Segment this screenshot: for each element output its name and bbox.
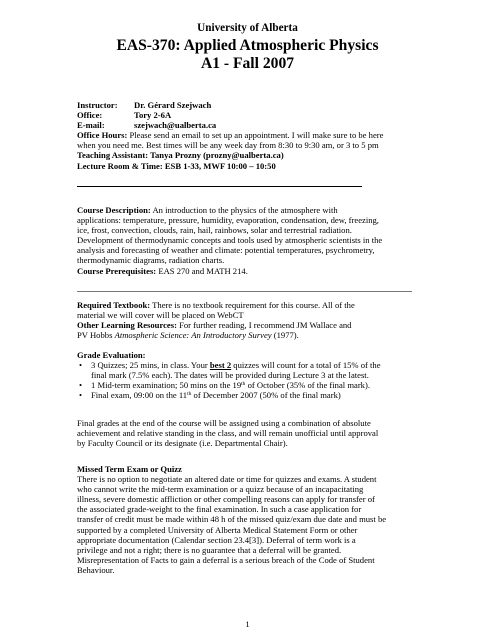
office-hours-line-1: Please send an email to set up an appointment. I will make sure to be here [129, 130, 384, 141]
bullet-icon: • [79, 360, 83, 371]
instructor-label: Instructor: [77, 100, 118, 110]
prerequisites-label: Course Prerequisites: [77, 265, 157, 276]
final-grades-line: achievement and relative standing in the class, and will remain unofficial until approval [77, 428, 379, 439]
textbook-line-1: There is no textbook requirement for this course. All of the [150, 300, 355, 310]
office-hours-line-2: when you need me. Best times will be any week day from 8:30 to 9:30 am, or 3 to 5 pm [77, 140, 379, 151]
missed-exam-line: who cannot write the mid-term examination or a quizz because of an incapacitating [77, 484, 364, 495]
missed-exam-line: illness, severe domestic affliction or other compelling reasons can apply for transfer of [77, 494, 375, 505]
page-number: 1 [245, 619, 250, 629]
grade-evaluation-heading: Grade Evaluation: [77, 350, 146, 360]
university-name: University of Alberta [197, 22, 298, 34]
midterm-text-cont: of October (35% of the final mark). [245, 380, 370, 391]
quiz-text-line-2: final mark (7.5% each). The dates will be provided during Lecture 3 at the latest. [91, 370, 369, 381]
missed-exam-line: the associated grade-weight to the final examination. In such a case application for [77, 504, 362, 515]
lecture-room-time: Lecture Room & Time: ESB 1-33, MWF 10:00 – 10:50 [77, 160, 276, 171]
course-description-line: applications: temperature, pressure, humidity, evaporation, condensation, dew, freezing, [77, 215, 379, 226]
email-label: E-mail: [77, 120, 105, 131]
midterm-text: 1 Mid-term examination; 50 mins on the 19 [91, 380, 242, 391]
office-value: Tory 2-6A [134, 110, 172, 121]
missed-exam-line: transfer of credit must be made within 48 h of the missed quiz/exam due date and must be [77, 514, 387, 525]
divider-short [77, 186, 362, 187]
other-resources-authors: PV Hobbs [77, 330, 115, 341]
final-grades-line: Final grades at the end of the course will be assigned using a combination of absolute [77, 418, 371, 428]
bullet-icon: • [79, 390, 83, 401]
other-resources-label: Other Learning Resources: [77, 320, 177, 331]
missed-exam-heading: Missed Term Exam or Quizz [77, 464, 182, 474]
course-description-line: thermodynamic diagrams, radiation charts. [77, 255, 225, 266]
textbook-line-2: material we will cover will be placed on WebCT [77, 310, 244, 321]
course-description-line: ice, frost, convection, clouds, rain, hail, rainbows, solar and terrestrial radiation. [77, 225, 352, 236]
contact-block [77, 100, 407, 171]
course-description-line-1: An introduction to the physics of the atmosphere with [150, 205, 338, 215]
final-text-cont: of December 2007 (50% of the final mark) [191, 390, 341, 401]
bullet-icon: • [79, 380, 83, 391]
divider-long [77, 291, 412, 292]
missed-exam-line: Behaviour. [77, 564, 115, 575]
missed-exam-section [77, 464, 407, 575]
final-text: Final exam, 09:00 on the 11 [91, 390, 188, 401]
teaching-assistant: Teaching Assistant: Tanya Prozny (prozny@ualberta.ca) [77, 150, 284, 161]
office-label: Office: [77, 110, 103, 121]
grade-item-midterm [77, 380, 407, 390]
missed-exam-line: Misrepresentation of Facts to gain a deferral is a serious breach of the Code of Student [77, 554, 375, 565]
grade-item-final [77, 390, 407, 400]
textbook-label: Required Textbook: [77, 300, 151, 310]
course-title-line-2: A1 - Fall 2007 [200, 55, 295, 72]
course-title [0, 37, 495, 73]
grade-item-quizzes [77, 360, 407, 380]
final-ordinal: th [187, 391, 192, 398]
best-two-emphasis: best 2 [209, 360, 232, 371]
other-resources-line-1: For further reading, I recommend JM Wallace and [176, 320, 352, 331]
missed-exam-line: supported by a completed University of Alberta Medical Statement Form or other [77, 524, 358, 535]
instructor-value: Dr. Gérard Szejwach [134, 100, 212, 110]
grade-list [77, 360, 407, 400]
book-title: Atmospheric Science: An Introductory Survey [114, 330, 272, 341]
quiz-text: 3 Quizzes; 25 mins, in class. Your [91, 360, 210, 371]
course-description-section [77, 205, 407, 276]
grade-evaluation-section [77, 350, 407, 400]
final-grades-paragraph [77, 418, 407, 448]
office-hours-label: Office Hours: [77, 130, 128, 141]
course-description-line: Development of thermodynamic concepts and tools used by atmospheric scientists in the [77, 235, 383, 246]
textbook-section [77, 300, 407, 340]
prerequisites-value: EAS 270 and MATH 214. [156, 265, 248, 276]
course-description-line: analysis and forecasting of weather and climate: potential temperatures, psychrometry, [77, 245, 375, 256]
missed-exam-line: appropriate documentation (Calendar section 23.4[3]). Deferral of term work is a [77, 534, 356, 545]
quiz-text-cont: quizzes will count for a total of 15% of the [231, 360, 381, 371]
course-description-label: Course Description: [77, 205, 151, 215]
email-value: szejwach@ualberta.ca [134, 120, 217, 131]
midterm-ordinal: th [241, 381, 246, 388]
final-grades-line: by Faculty Council or its designate (i.e. Departmental Chair). [77, 438, 288, 449]
book-year: (1977). [271, 330, 299, 341]
missed-exam-line: privilege and not a right; there is no guarantee that a deferral will be granted. [77, 544, 342, 555]
course-title-line-1: EAS-370: Applied Atmospheric Physics [116, 37, 379, 54]
missed-exam-line: There is no option to negotiate an altered date or time for quizzes and exams. A student [77, 474, 377, 485]
